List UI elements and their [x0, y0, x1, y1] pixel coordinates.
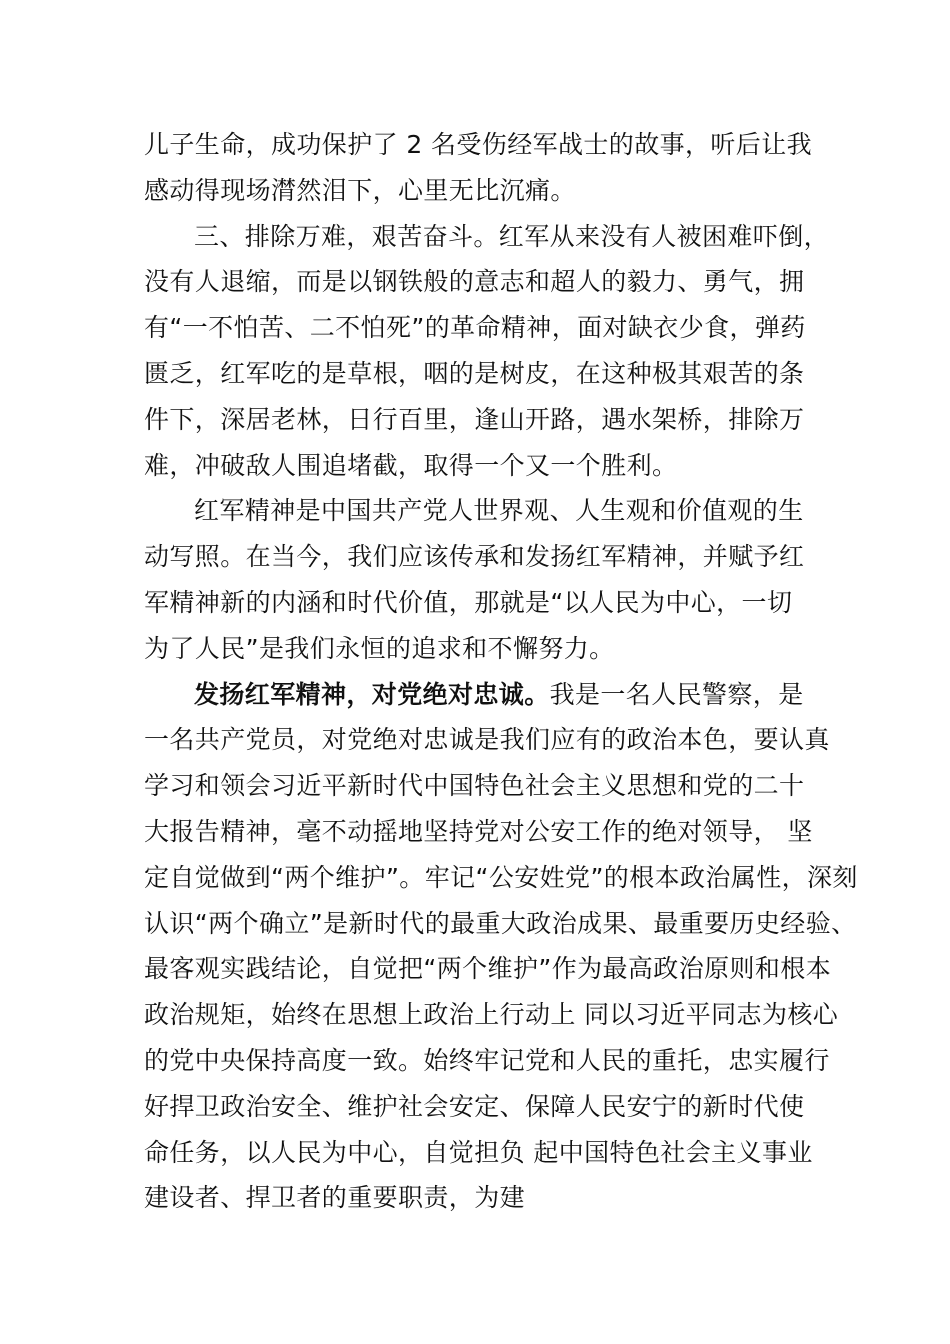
paragraph-3 — [144, 488, 834, 671]
text-line: 一名共产党员，对党绝对忠诚是我们应有的政治本色，要认真 — [144, 725, 830, 755]
document-body — [144, 122, 858, 1221]
text-line: 的党中央保持高度一致。始终牢记党和人民的重托，忠实履行 — [144, 1045, 830, 1075]
text-line: 定自觉做到“两个维护”。牢记“公安姓党”的根本政治属性，深刻 — [144, 862, 858, 892]
text-line: 命任务，以人民为中心，自觉担负 起中国特色社会主义事业 — [144, 1137, 813, 1167]
section-heading: 发扬红军精神，对党绝对忠诚。 — [194, 679, 550, 709]
text-line: 认识“两个确立”是新时代的最重大政治成果、最重要历史经验、 — [144, 908, 857, 938]
text-line: 难，冲破敌人围追堵截，取得一个又一个胜利。 — [144, 450, 678, 480]
text-line: 有“一不怕苦、二不怕死”的革命精神，面对缺衣少食，弹药 — [144, 313, 806, 343]
paragraph-4 — [144, 672, 858, 1222]
paragraph-2 — [144, 214, 834, 489]
heading-line-rest: 我是一名人民警察，是 — [549, 679, 804, 709]
text-line: 学习和领会习近平新时代中国特色社会主义思想和党的二十 — [144, 771, 805, 801]
text-line: 为了人民”是我们永恒的追求和不懈努力。 — [144, 633, 615, 663]
text-line: 大报告精神，毫不动摇地坚持党对公安工作的绝对领导， 坚 — [144, 816, 813, 846]
text-line: 感动得现场潸然泪下，心里无比沉痛。 — [144, 175, 576, 205]
text-line: 好捍卫政治安全、维护社会安定、保障人民安宁的新时代使 — [144, 1091, 805, 1121]
text-line: 建设者、捍卫者的重要职责，为建 — [144, 1183, 526, 1213]
text-line: 最客观实践结论，自觉把“两个维护”作为最高政治原则和根本 — [144, 954, 832, 984]
text-line: 政治规矩，始终在思想上政治上行动上 同以习近平同志为核心 — [144, 1000, 839, 1030]
text-line: 件下，深居老林，日行百里，逢山开路，遇水架桥，排除万 — [144, 404, 805, 434]
text-line: 匮乏，红军吃的是草根，咽的是树皮，在这种极其艰苦的条 — [144, 358, 805, 388]
text-line: 动写照。在当今，我们应该传承和发扬红军精神，并赋予红 — [144, 542, 805, 572]
text-line: 军精神新的内涵和时代价值，那就是“以人民为中心，一切 — [144, 587, 793, 617]
text-line: 没有人退缩，而是以钢铁般的意志和超人的毅力、勇气，拥 — [144, 267, 805, 297]
paragraph-1 — [144, 122, 834, 214]
text-line: 三、排除万难，艰苦奋斗。红军从来没有人被困难吓倒， — [194, 221, 830, 251]
text-line: 红军精神是中国共产党人世界观、人生观和价值观的生 — [194, 496, 804, 526]
text-line: 儿子生命，成功保护了 2 名受伤经军战士的故事，听后让我 — [144, 130, 813, 159]
text-line — [144, 672, 834, 718]
